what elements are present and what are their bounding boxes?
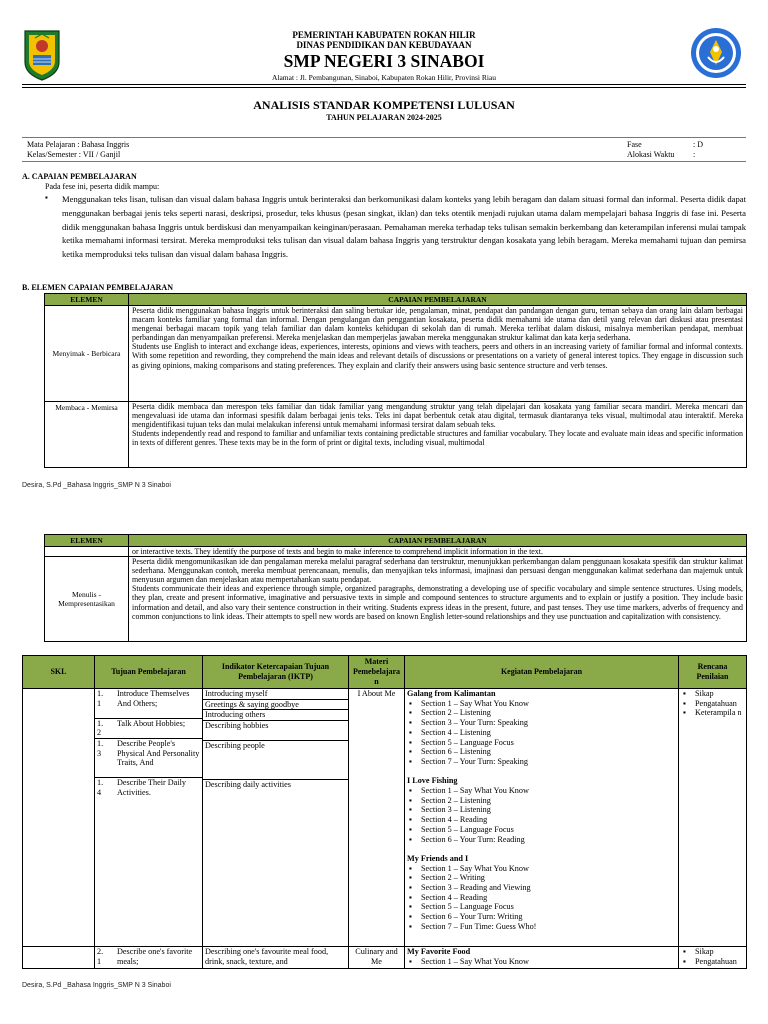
bullet-icon: ▪ — [409, 873, 412, 883]
list-item — [407, 922, 676, 932]
activity-item: Section 6 – Your Turn: Reading — [421, 834, 525, 844]
bullet-icon: ▪ — [409, 718, 412, 728]
list-item — [407, 957, 676, 967]
time-allocation-label: Alokasi Waktu — [627, 150, 675, 159]
list-item — [203, 721, 348, 741]
table-row — [45, 402, 747, 468]
list-item — [407, 873, 676, 883]
office-name: DINAS PENDIDIKAN DAN KEBUDAYAAN — [296, 40, 472, 50]
activity-item: Section 2 – Listening — [421, 708, 491, 718]
section-b-title: B. ELEMEN CAPAIAN PEMBELAJARAN — [22, 283, 173, 292]
list-item — [407, 883, 676, 893]
list-item — [407, 757, 676, 767]
elemen-table-continued — [44, 534, 747, 642]
phase-value: : D — [693, 140, 703, 149]
activity-group — [407, 776, 676, 844]
list-item — [681, 957, 744, 967]
page-footer: Desira, S.Pd _Bahasa Inggris_SMP N 3 Sinaboi — [22, 982, 171, 989]
list-item — [681, 689, 744, 699]
list-item — [407, 805, 676, 815]
bullet-icon: ▪ — [409, 786, 412, 796]
school-name: SMP NEGERI 3 SINABOI — [283, 51, 485, 71]
kegiatan-cell — [405, 947, 679, 969]
document-title: ANALISIS STANDAR KOMPETENSI LULUSAN — [253, 98, 515, 112]
capaian-continuation: or interactive texts. They identify the purpose of texts and begin to make inference to comprehend implicit information in the text. — [129, 547, 747, 557]
capaian-cell — [129, 306, 747, 402]
tujuan-number: 1. 4 — [97, 777, 104, 797]
phase-label: Fase — [627, 140, 642, 149]
info-top-rule — [22, 137, 746, 138]
list-item — [407, 738, 676, 748]
activity-item: Section 3 – Reading and Viewing — [421, 883, 531, 893]
col-header-iktp: Indikator Ketercapaian Tujuan Pembelajaran (IKTP) — [203, 656, 349, 689]
activity-item: Section 4 – Reading — [421, 815, 488, 825]
list-item — [407, 902, 676, 912]
element-name-empty — [45, 547, 129, 557]
tujuan-text: Describe People's Physical And Personality Traits, And — [115, 738, 202, 777]
list-item — [407, 796, 676, 806]
list-item — [95, 718, 202, 738]
activity-item: Section 1 – Say What You Know — [421, 786, 529, 796]
col-header-penilaian: Rencana Penilaian — [679, 656, 747, 689]
col-header-tujuan: Tujuan Pembelajaran — [95, 656, 203, 689]
elemen-table — [44, 293, 747, 468]
academic-year: TAHUN PELAJARAN 2024-2025 — [326, 113, 442, 122]
activity-item: Section 5 – Language Focus — [421, 737, 514, 747]
list-item — [407, 699, 676, 709]
bullet-icon: ▪ — [683, 698, 686, 708]
col-header-kegiatan: Kegiatan Pembelajaran — [405, 656, 679, 689]
bullet-icon: ▪ — [409, 795, 412, 805]
element-name: Membaca - Memirsa — [45, 402, 129, 468]
materi-text: I About Me — [349, 689, 405, 947]
section-a-intro: Pada fese ini, peserta didik mampu: — [45, 182, 160, 191]
iktp-text: Describing one's favourite meal food, drink, snack, texture, and — [203, 947, 349, 969]
capaian-text-id: Peserta didik membaca dan merespon teks familiar dan tidak familiar yang mengandung struktur yang telah dipelajari dan kosakata yang familiar secara mandiri. Mereka mencari dan mengevaluasi ide utama dan informasi spesifik dalam berbagai jenis teks. Teks ini dapat berbentuk cetak atau digital, termasuk diantaranya teks visual, multimodal atau interaktif. Mereka mengidentifikasi tujuan teks dan mulai melakukan inferensi untuk memahami informasi tersirat dalam sebuah teks. — [132, 402, 743, 430]
list-item — [203, 689, 348, 699]
capaian-text-en: Students communicate their ideas and experience through simple, organized paragraphs, demonstrating a developing use of specific vocabulary and simple sentence structures. Using models, they plan, create and present informative, imaginative and persuasive texts in simple and compound sentences to structure arguments and to explain or justify a position. They include basic information and detail, and also vary their sentence construction in their writing. Students express ideas in the present, future, and past tenses. They use time markers, adverbs of frequency and common conjunctions to link ideas. Their attempts to spell new words are based on known English letter-sound relationships and they use punctuation and capitalization with consistency. — [132, 584, 743, 621]
activity-title: My Favorite Food — [407, 947, 471, 956]
bullet-icon: ▪ — [409, 708, 412, 718]
tujuan-text: Describe Their Daily Activities. — [117, 777, 186, 797]
table-row — [23, 689, 747, 947]
col-header-elemen: ELEMEN — [45, 294, 129, 306]
table-row — [23, 947, 747, 969]
capaian-text-en: Students use English to interact and exchange ideas, experiences, interests, opinions and views with teachers, peers and others in an increasing variety of familiar formal and informal contexts. With some repetition and rewording, they comprehend the main ideas and relevant details of discussions or presentations on a variety of general interest topics. They engage in discussion such as giving opinions, making comparisons and stating preferences. They explain and clarify their answers using basic sentence structure and verb tenses. — [132, 342, 743, 370]
activity-title: My Friends and I — [407, 853, 469, 863]
list-item — [95, 738, 202, 777]
bullet-icon: ▪ — [409, 737, 412, 747]
iktp-text: Greetings & saying goodbye — [203, 699, 348, 710]
activity-item: Section 7 – Your Turn: Speaking — [421, 756, 528, 766]
list-item — [95, 777, 202, 797]
tujuan-number: 2. 1 — [97, 947, 104, 966]
tujuan-number: 1. 1 — [95, 689, 115, 718]
activity-item: Section 7 – Fun Time: Guess Who! — [421, 921, 537, 931]
list-item — [407, 786, 676, 796]
activity-item: Section 4 – Reading — [421, 892, 488, 902]
bullet-icon: ▪ — [409, 756, 412, 766]
list-item — [407, 893, 676, 903]
list-item — [407, 835, 676, 845]
table-row — [45, 557, 747, 642]
activity-item: Section 1 – Say What You Know — [421, 956, 529, 966]
capaian-text-id: Peserta didik mengomunikasikan ide dan pengalaman mereka melalui paragraf sederhana dan terstruktur, menunjukkan perkembangan dalam penggunaan kosakata spesifik dan struktur kalimat sederhana. Menggunakan contoh, mereka membuat perencanaan, menulis, dan menyajikan teks informasi, imajinasi dan persuasi dengan menggunakan kalimat sederhana dan majemuk untuk menyusun argumen dan menjelaskan atau mempertahankan suatu pendapat. — [132, 557, 743, 585]
activity-item: Section 6 – Your Turn: Writing — [421, 912, 523, 922]
list-item — [407, 728, 676, 738]
activity-item: Section 4 – Listening — [421, 727, 491, 737]
list-item — [407, 718, 676, 728]
activity-item: Section 6 – Listening — [421, 747, 491, 757]
list-item — [407, 912, 676, 922]
penilaian-item: Keterampila n — [695, 708, 742, 718]
page-footer: Desira, S.Pd _Bahasa Inggris_SMP N 3 Sinaboi — [22, 482, 171, 489]
table-row — [45, 306, 747, 402]
list-item — [407, 825, 676, 835]
bullet-icon: ▪ — [683, 956, 686, 966]
activity-item: Section 1 – Say What You Know — [421, 863, 529, 873]
tujuan-text: Talk About Hobbies; — [115, 718, 202, 738]
list-item — [681, 699, 744, 709]
bullet-icon: ▪ — [409, 805, 412, 815]
col-header-capaian: CAPAIAN PEMBELAJARAN — [129, 535, 747, 547]
bullet-icon: ▪ — [409, 921, 412, 931]
tujuan-text: Introduce Themselves And Others; — [115, 689, 202, 718]
list-item — [203, 741, 348, 780]
penilaian-cell — [679, 689, 747, 947]
list-item — [407, 815, 676, 825]
penilaian-item: Pengatahuan — [695, 956, 737, 966]
skl-cell — [23, 689, 95, 947]
list-item — [407, 708, 676, 718]
bullet-icon: ▪ — [409, 956, 412, 966]
bullet-icon: ▪ — [409, 892, 412, 902]
activity-title: Galang from Kalimantan — [407, 689, 496, 698]
government-name: PEMERINTAH KABUPATEN ROKAN HILIR — [292, 30, 476, 40]
col-header-capaian: CAPAIAN PEMBELAJARAN — [129, 294, 747, 306]
tujuan-cell — [95, 947, 203, 969]
header-divider-thin — [22, 87, 746, 88]
materi-text: Culinary and Me — [349, 947, 405, 969]
bullet-icon: ▪ — [409, 912, 412, 922]
tujuan-subtable — [95, 689, 202, 797]
table-row — [45, 547, 747, 557]
tujuan-cell — [95, 689, 203, 947]
tujuan-number: 1. 2 — [95, 718, 115, 738]
activity-title: I Love Fishing — [407, 776, 458, 786]
list-item — [203, 780, 348, 790]
capaian-cell — [129, 402, 747, 468]
school-address: Alamat : Jl. Pembangunan, Sinaboi, Kabupaten Rokan Hilir, Provinsi Riau — [271, 73, 497, 82]
activity-item: Section 1 – Say What You Know — [421, 698, 529, 708]
capaian-text-id: Peserta didik menggunakan bahasa Inggris untuk berinteraksi dan saling bertukar ide, pengalaman, minat, pendapat dan pandangan dengan guru, teman sebaya dan orang lain dalam berbagai macam konteks familiar yang formal dan informal. Dengan pengulangan dan penggantian kosakata, peserta didik memahami ide utama dan detil yang relevan dari diskusi atau presentasi mengenai berbagai macam topik yang telah familiar dan dalam konteks kehidupan di sekolah dan di rumah. Mereka terlibat dalam diskusi, misalnya memberikan pendapat, membuat perbandingan dan menyampaikan preferensi. Mereka menjelaskan dan memperjelas jawaban mereka menggunakan struktur kalimat dan kata kerja sederhana. — [132, 306, 743, 343]
col-header-skl: SKL — [23, 656, 95, 689]
penilaian-item: Sikap — [695, 689, 714, 698]
element-name: Menulis - Mempresentasikan — [45, 557, 129, 642]
activity-item: Section 3 – Your Turn: Speaking — [421, 718, 528, 728]
iktp-text: Describing people — [203, 741, 348, 780]
bullet-icon: ▪ — [409, 863, 412, 873]
iktp-subtable — [203, 689, 348, 790]
bullet-icon: ▪ — [409, 698, 412, 708]
bullet-icon: ▪ — [683, 708, 686, 718]
iktp-cell — [203, 689, 349, 947]
list-item — [407, 864, 676, 874]
bullet-icon: ▪ — [409, 727, 412, 737]
bullet-icon: ▪ — [409, 824, 412, 834]
skl-table — [22, 655, 747, 969]
activity-item: Section 5 – Language Focus — [421, 824, 514, 834]
subject-info: Mata Pelajaran : Bahasa Inggris — [27, 140, 130, 149]
time-allocation-value: : — [693, 150, 696, 159]
class-info: Kelas/Semester : VII / Ganjil — [27, 150, 121, 159]
list-item — [203, 699, 348, 710]
activity-group — [407, 854, 676, 932]
activity-item: Section 3 – Listening — [421, 805, 491, 815]
capaian-cell — [129, 557, 747, 642]
bullet-icon: ▪ — [683, 947, 686, 956]
capaian-text-en: Students independently read and respond to familiar and unfamiliar texts containing predictable structures and familiar vocabulary. They locate and evaluate main ideas and specific information in texts of different genres. These texts may be in the form of print or digital texts, including visual, multimodal — [132, 429, 743, 448]
bullet-icon: ▪ — [409, 902, 412, 912]
list-item — [681, 708, 744, 718]
skl-cell — [23, 947, 95, 969]
bullet-icon: ▪ — [409, 834, 412, 844]
list-item — [407, 747, 676, 757]
penilaian-item: Sikap — [695, 947, 714, 956]
header-divider — [22, 84, 746, 85]
tujuan-text: Describe one's favorite meals; — [117, 947, 193, 966]
tujuan-number: 1. 3 — [95, 738, 115, 777]
activity-item: Section 5 – Language Focus — [421, 902, 514, 912]
iktp-text: Introducing myself — [203, 689, 348, 699]
section-a-title: A. CAPAIAN PEMBELAJARAN — [22, 172, 137, 181]
bullet-icon: ▪ — [409, 883, 412, 893]
bullet-icon: ▪ — [683, 689, 686, 698]
kegiatan-cell — [405, 689, 679, 947]
list-item — [97, 947, 200, 966]
section-a-bullet: ▪ — [45, 193, 48, 202]
list-item — [681, 947, 744, 957]
list-item — [95, 689, 202, 718]
list-item — [203, 710, 348, 721]
iktp-text: Introducing others — [203, 710, 348, 721]
penilaian-item: Pengatahuan — [695, 698, 737, 708]
activity-item: Section 2 – Writing — [421, 873, 485, 883]
col-header-materi: Materi Pemebelajara n — [349, 656, 405, 689]
element-name: Menyimak - Berbicara — [45, 306, 129, 402]
activity-item: Section 2 – Listening — [421, 795, 491, 805]
iktp-text: Describing daily activities — [205, 780, 291, 790]
iktp-text: Describing hobbies — [203, 721, 348, 741]
section-a-paragraph: Menggunakan teks lisan, tulisan dan visual dalam bahasa Inggris untuk berinteraksi dan berkomunikasi dalam konteks yang lebih beragam dan dalam situasi formal dan informal. Peserta didik dapat menggunakan berbagai jenis teks seperti narasi, deskripsi, prosedur, teks khusus (pesan singkat, iklan) dan teks otentik menjadi rujukan utama dalam mempelajari bahasa Inggris di fase ini. Peserta didik menggunakan bahasa Inggris untuk berdiskusi dan menyampaikan keinginan/perasaan. Pemahaman mereka terhadap teks tulisan semakin berkembang dan keterampilan inferensi mulai tampak ketika memahami informasi tersirat. Mereka memproduksi teks tulisan dan visual dalam bahasa Inggris yang terstruktur dengan kosakata yang lebih beragam. Mereka memahami tujuan dan pemirsa ketika memproduksi teks tulisan dan visual dalam bahasa Inggris. — [62, 194, 746, 260]
bullet-icon: ▪ — [409, 747, 412, 757]
info-bottom-rule — [22, 161, 746, 162]
col-header-elemen: ELEMEN — [45, 535, 129, 547]
list-item — [97, 947, 200, 966]
penilaian-cell — [679, 947, 747, 969]
bullet-icon: ▪ — [409, 815, 412, 825]
activity-group — [407, 689, 676, 767]
